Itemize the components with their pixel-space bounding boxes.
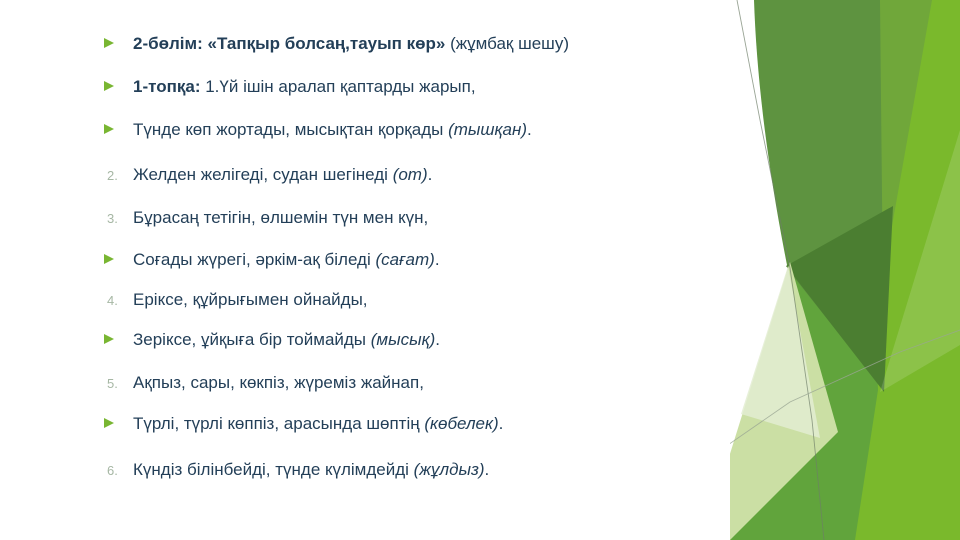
item-number: 4.: [107, 293, 118, 308]
green-facet-decoration: [730, 0, 960, 540]
item-number: 3.: [107, 211, 118, 226]
item-answer-text: (жұлдыз): [413, 460, 485, 479]
bullet-triangle-icon: [104, 418, 114, 428]
bullet-triangle-icon: [104, 38, 114, 48]
item-regular-text: 1.Үй ішін аралап қаптарды жарып,: [200, 77, 476, 96]
item-answer-text: (сағат): [375, 250, 435, 269]
item-text-line: [133, 249, 724, 271]
item-text-line: [133, 33, 724, 55]
item-answer-text: (тышқан): [448, 120, 528, 139]
item-text-line: [133, 459, 724, 481]
item-tail-text: .: [527, 120, 532, 139]
item-bold-text: 2-бөлім: «Тапқыр болсаң,тауып көр»: [133, 34, 446, 53]
item-text-line: [133, 76, 724, 98]
item-regular-text: Түрлі, түрлі көппіз, арасында шөптің: [133, 414, 425, 433]
item-regular-text: Бұрасаң тетігін, өлшемін түн мен күн,: [133, 208, 429, 227]
list-item: [104, 76, 724, 98]
item-number: 2.: [107, 168, 118, 183]
item-tail-text: .: [434, 250, 440, 269]
list-item: [104, 329, 724, 351]
item-tail-text: .: [484, 460, 490, 479]
item-answer-text: (көбелек): [424, 414, 499, 433]
bullet-triangle-icon: [104, 81, 114, 91]
item-regular-text: Зеріксе, ұйқыға бір тоймайды: [133, 330, 371, 349]
item-tail-text: .: [435, 330, 441, 349]
item-text-line: [133, 289, 724, 311]
item-text-line: [133, 207, 724, 229]
item-bold-text: 1-топқа:: [133, 77, 201, 96]
bullet-triangle-icon: [104, 254, 114, 264]
item-text-line: [133, 413, 724, 435]
item-regular-text: Түнде көп жортады, мысықтан қорқады: [133, 120, 449, 139]
list-item: [104, 289, 724, 311]
item-tail-text: .: [498, 414, 504, 433]
item-regular-text: Желден желігеді, судан шегінеді: [133, 165, 393, 184]
item-number: 5.: [107, 376, 118, 391]
item-regular-text: Еріксе, құйрығымен ойнайды,: [133, 290, 368, 309]
item-regular-text: Күндіз білінбейді, түнде күлімдейді: [133, 460, 414, 479]
list-item: [104, 207, 724, 229]
item-tail-text: .: [427, 165, 433, 184]
list-item: [104, 33, 724, 55]
item-text-line: [133, 164, 724, 186]
list-item: [104, 372, 724, 394]
item-regular-text: Ақпыз, сары, көкпіз, жүреміз жайнап,: [133, 373, 424, 392]
bullet-triangle-icon: [104, 124, 114, 134]
item-answer-text: (мысық): [370, 330, 436, 349]
item-regular-text: (жұмбақ шешу): [445, 34, 569, 53]
list-item: [104, 459, 724, 481]
item-number: 6.: [107, 463, 118, 478]
list-item: [104, 119, 724, 141]
list-item: [104, 249, 724, 271]
item-answer-text: (от): [392, 165, 428, 184]
item-text-line: [133, 329, 724, 351]
item-text-line: [133, 119, 724, 141]
list-item: [104, 164, 724, 186]
item-regular-text: Соғады жүрегі, әркім-ақ біледі: [133, 250, 376, 269]
list-item: [104, 413, 724, 435]
item-text-line: [133, 372, 724, 394]
bullet-triangle-icon: [104, 334, 114, 344]
